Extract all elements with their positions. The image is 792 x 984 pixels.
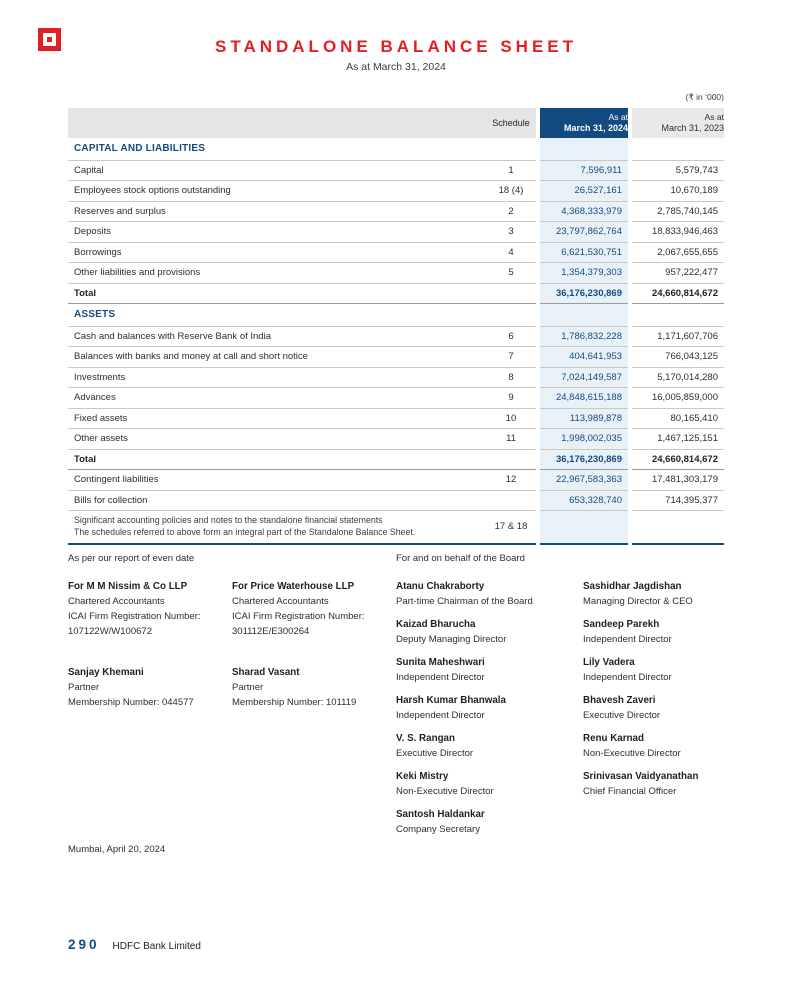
auditor-line: ICAI Firm Registration Number: <box>232 611 365 622</box>
value-2023: 80,165,410 <box>632 408 724 429</box>
row-label: Balances with banks and money at call and short notice <box>68 347 486 368</box>
signature-section <box>68 552 724 855</box>
section-heading: CAPITAL AND LIABILITIES <box>68 138 536 160</box>
table-row <box>68 201 724 222</box>
auditor-block-1 <box>68 579 232 845</box>
header-2024-line2: March 31, 2024 <box>563 123 628 133</box>
row-label: Employees stock options outstanding <box>68 181 486 202</box>
value-2023 <box>632 304 724 327</box>
auditor-partner-block <box>68 665 232 710</box>
value-2024 <box>540 304 628 327</box>
note-line: Significant accounting policies and notes to the standalone financial statements <box>74 515 383 525</box>
row-schedule: 12 <box>486 470 536 491</box>
table-row <box>68 347 724 368</box>
signatory <box>396 693 583 723</box>
signatory-role: Chief Financial Officer <box>583 786 677 797</box>
row-schedule: 17 & 18 <box>486 511 536 545</box>
signatory-role: Independent Director <box>396 710 485 721</box>
value-2024: 22,967,583,363 <box>540 470 628 491</box>
place-date: Mumbai, April 20, 2024 <box>68 844 166 855</box>
value-2024: 7,024,149,587 <box>540 367 628 388</box>
table-row <box>68 263 724 284</box>
note-line: The schedules referred to above form an integral part of the Standalone Balance Sheet. <box>74 526 416 537</box>
value-2024: 26,527,161 <box>540 181 628 202</box>
table-row <box>68 326 724 347</box>
board-column-2 <box>583 579 724 845</box>
signatory-role: Managing Director & CEO <box>583 596 693 607</box>
row-label: Other assets <box>68 429 486 450</box>
table-row <box>68 242 724 263</box>
signatory-name: Sandeep Parekh <box>583 619 660 630</box>
signatory-name: Keki Mistry <box>396 771 449 782</box>
table-row <box>68 449 724 470</box>
value-2023: 5,579,743 <box>632 160 724 181</box>
row-label: Total <box>68 283 486 304</box>
row-schedule <box>486 490 536 511</box>
signatory <box>396 655 583 685</box>
table-row <box>68 367 724 388</box>
value-2024: 4,368,333,979 <box>540 201 628 222</box>
signatory-role: Executive Director <box>583 710 661 721</box>
signatory-name: Bhavesh Zaveri <box>583 695 656 706</box>
table-row <box>68 160 724 181</box>
signatory-name: Kaizad Bharucha <box>396 619 476 630</box>
signatory-role: Non-Executive Director <box>583 748 681 759</box>
signatory-name: Lily Vadera <box>583 657 635 668</box>
partner-membership: Membership Number: 044577 <box>68 697 194 708</box>
auditor-line: Chartered Accountants <box>232 596 329 607</box>
value-2024: 113,989,878 <box>540 408 628 429</box>
signatory-name: Santosh Haldankar <box>396 809 485 820</box>
signatory-role: Deputy Managing Director <box>396 634 507 645</box>
value-2023: 2,067,655,655 <box>632 242 724 263</box>
row-schedule: 7 <box>486 347 536 368</box>
signatory-role: Independent Director <box>396 672 485 683</box>
row-label: Fixed assets <box>68 408 486 429</box>
header-2023-line1: As at <box>704 112 724 122</box>
row-schedule: 2 <box>486 201 536 222</box>
section-heading: ASSETS <box>68 304 536 327</box>
row-label: Advances <box>68 388 486 409</box>
auditor-firm: For Price Waterhouse LLP <box>232 581 355 592</box>
table-header-row <box>68 108 724 138</box>
row-schedule: 5 <box>486 263 536 284</box>
value-2023: 1,171,607,706 <box>632 326 724 347</box>
signatory-name: Renu Karnad <box>583 733 644 744</box>
signatory <box>583 731 724 761</box>
table-row <box>68 408 724 429</box>
row-schedule: 1 <box>486 160 536 181</box>
auditor-line: Chartered Accountants <box>68 596 165 607</box>
value-2023: 714,395,377 <box>632 490 724 511</box>
value-2024: 36,176,230,869 <box>540 449 628 470</box>
header-2024-line1: As at <box>608 112 628 122</box>
value-2023: 1,467,125,151 <box>632 429 724 450</box>
value-2023: 24,660,814,672 <box>632 283 724 304</box>
currency-note: (₹ in ‘000) <box>685 92 724 102</box>
value-2024: 404,641,953 <box>540 347 628 368</box>
signatory-role: Company Secretary <box>396 824 480 835</box>
section-row <box>68 138 724 160</box>
value-2024 <box>540 138 628 160</box>
value-2023 <box>632 511 724 545</box>
row-schedule: 8 <box>486 367 536 388</box>
table-row <box>68 470 724 491</box>
row-schedule <box>486 449 536 470</box>
signatory-role: Executive Director <box>396 748 474 759</box>
signatory <box>396 731 583 761</box>
header-2023-line2: March 31, 2023 <box>661 123 724 133</box>
header-schedule: Schedule <box>486 108 536 138</box>
value-2023: 766,043,125 <box>632 347 724 368</box>
signatory-name: Sunita Maheshwari <box>396 657 485 668</box>
partner-role: Partner <box>232 682 264 693</box>
table-row <box>68 429 724 450</box>
row-schedule: 11 <box>486 429 536 450</box>
board-heading: For and on behalf of the Board <box>396 553 525 564</box>
row-schedule: 10 <box>486 408 536 429</box>
signatory-name: V. S. Rangan <box>396 733 455 744</box>
signatory-role: Independent Director <box>583 672 672 683</box>
value-2023: 5,170,014,280 <box>632 367 724 388</box>
signatory <box>583 769 724 799</box>
row-label: Other liabilities and provisions <box>68 263 486 284</box>
header-description-cell <box>68 108 486 138</box>
value-2023: 2,785,740,145 <box>632 201 724 222</box>
table-row <box>68 222 724 243</box>
signature-columns <box>68 579 724 845</box>
company-name: HDFC Bank Limited <box>112 941 201 952</box>
signatory <box>583 579 724 609</box>
row-label: Cash and balances with Reserve Bank of India <box>68 326 486 347</box>
row-schedule: 18 (4) <box>486 181 536 202</box>
value-2023: 24,660,814,672 <box>632 449 724 470</box>
value-2023 <box>632 138 724 160</box>
page-title: STANDALONE BALANCE SHEET <box>214 37 578 56</box>
auditor-line: ICAI Firm Registration Number: <box>68 611 201 622</box>
value-2024: 1,786,832,228 <box>540 326 628 347</box>
balance-sheet-body <box>68 138 724 544</box>
note-label <box>68 511 486 545</box>
title-block <box>0 37 792 73</box>
row-label: Investments <box>68 367 486 388</box>
page-number: 290 <box>68 937 100 952</box>
signatory <box>396 769 583 799</box>
partner-name: Sharad Vasant <box>232 667 300 678</box>
signatory <box>396 617 583 647</box>
page-footer <box>68 937 201 952</box>
section-row <box>68 304 724 327</box>
signatory <box>583 655 724 685</box>
value-2024: 1,354,379,303 <box>540 263 628 284</box>
balance-sheet-section <box>68 92 724 545</box>
signatory-role: Part-time Chairman of the Board <box>396 596 533 607</box>
row-schedule: 3 <box>486 222 536 243</box>
signatory-name: Atanu Chakraborty <box>396 581 485 592</box>
row-label: Bills for collection <box>68 490 486 511</box>
page-subtitle: As at March 31, 2024 <box>346 61 446 73</box>
row-label: Total <box>68 449 486 470</box>
signatory-role: Non-Executive Director <box>396 786 494 797</box>
row-schedule <box>486 283 536 304</box>
signatory <box>396 807 583 837</box>
table-row <box>68 511 724 545</box>
row-label: Reserves and surplus <box>68 201 486 222</box>
table-row <box>68 283 724 304</box>
balance-sheet-table <box>68 108 724 545</box>
value-2024 <box>540 511 628 545</box>
board-column-1 <box>396 579 583 845</box>
table-row <box>68 490 724 511</box>
partner-membership: Membership Number: 101119 <box>232 697 357 708</box>
row-label: Borrowings <box>68 242 486 263</box>
value-2024: 36,176,230,869 <box>540 283 628 304</box>
row-schedule: 6 <box>486 326 536 347</box>
signatory <box>396 579 583 609</box>
table-row <box>68 388 724 409</box>
partner-role: Partner <box>68 682 100 693</box>
signatory <box>583 617 724 647</box>
partner-name: Sanjay Khemani <box>68 667 144 678</box>
value-2024: 23,797,862,764 <box>540 222 628 243</box>
signatory-role: Independent Director <box>583 634 672 645</box>
value-2024: 24,848,615,188 <box>540 388 628 409</box>
value-2023: 18,833,946,463 <box>632 222 724 243</box>
auditor-partner-block <box>232 665 396 710</box>
auditor-firm: For M M Nissim & Co LLP <box>68 581 188 592</box>
auditor-block-2 <box>232 579 396 845</box>
value-2023: 10,670,189 <box>632 181 724 202</box>
row-schedule: 9 <box>486 388 536 409</box>
row-label: Deposits <box>68 222 486 243</box>
signatory-name: Harsh Kumar Bhanwala <box>396 695 506 706</box>
table-row <box>68 181 724 202</box>
header-asat-2023 <box>632 108 724 138</box>
signatory <box>583 693 724 723</box>
value-2023: 16,005,859,000 <box>632 388 724 409</box>
value-2023: 957,222,477 <box>632 263 724 284</box>
auditors-heading: As per our report of even date <box>68 553 195 564</box>
value-2024: 653,328,740 <box>540 490 628 511</box>
value-2024: 7,596,911 <box>540 160 628 181</box>
signature-headings <box>68 552 724 566</box>
signatory-name: Srinivasan Vaidyanathan <box>583 771 699 782</box>
row-schedule: 4 <box>486 242 536 263</box>
row-label: Capital <box>68 160 486 181</box>
value-2023: 17,481,303,179 <box>632 470 724 491</box>
auditor-registration: 301112E/E300264 <box>232 626 310 637</box>
header-asat-2024 <box>540 108 628 138</box>
value-2024: 6,621,530,751 <box>540 242 628 263</box>
auditor-registration: 107122W/W100672 <box>68 626 152 637</box>
row-label: Contingent liabilities <box>68 470 486 491</box>
signatory-name: Sashidhar Jagdishan <box>583 581 682 592</box>
value-2024: 1,998,002,035 <box>540 429 628 450</box>
